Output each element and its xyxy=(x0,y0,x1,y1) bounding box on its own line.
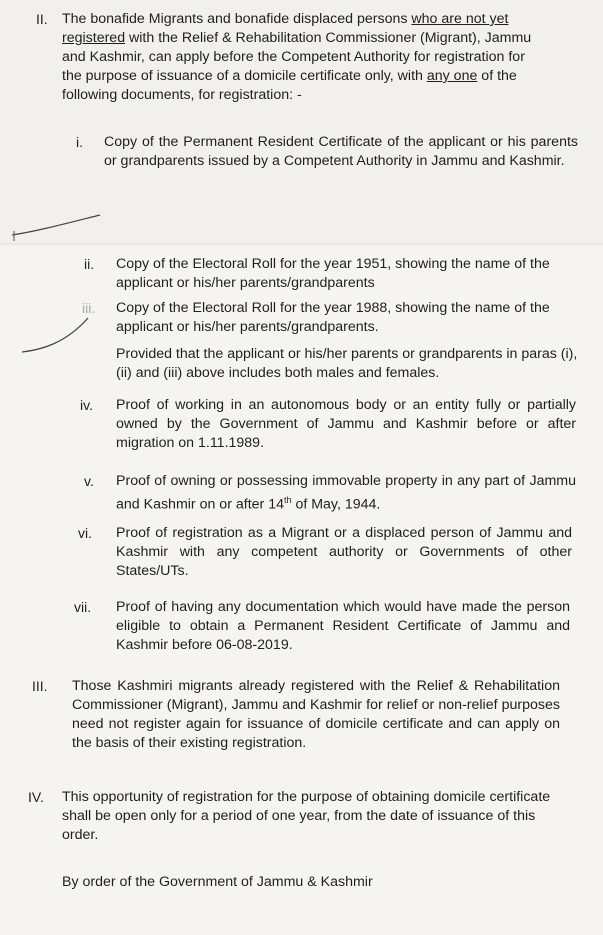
para-2-line-1 xyxy=(62,10,582,29)
para-2-line-2-text: with the Relief & Rehabilitation Commissioner (Migrant), Jammu xyxy=(125,30,532,46)
para-2-line-5: following documents, for registration: - xyxy=(62,87,302,103)
para-3-number: III. xyxy=(32,678,48,694)
item-iv-number: iv. xyxy=(80,397,93,413)
para-4-number: IV. xyxy=(28,789,44,805)
item-vi-number: vi. xyxy=(78,525,92,541)
item-vi-text: Proof of registration as a Migrant or a displaced person of Jammu and Kashmir with any competent authority or Governments of other States/UTs. xyxy=(116,525,572,579)
item-vii-number: vii. xyxy=(74,599,92,615)
para-2-line-2-underlined: registered xyxy=(62,30,126,46)
item-ii-text: Copy of the Electoral Roll for the year 1951, showing the name of the applicant or his/her parents/grandparents xyxy=(116,256,550,291)
para-3-text: Those Kashmiri migrants already registered with the Relief & Rehabilitation Commissioner (Migrant), Jammu and Kashmir for relief or non-relief purposes need not register again for issuance of domicile certificate and can apply on the basis of their existing registration. xyxy=(72,678,560,751)
pen-mark-top xyxy=(8,205,108,245)
item-v-text-a: Proof of owning or possessing immovable property in any part of Jammu and Kashmir on or after 14 xyxy=(116,473,576,513)
proviso-text: Provided that the applicant or his/her parents or grandparents in paras (i), (ii) and (iii) above includes both males and females. xyxy=(116,346,578,381)
item-vii-text: Proof of having any documentation which would have made the person eligible to obtain a Permanent Resident Certificate of Jammu and Kashmir before 06-08-2019. xyxy=(116,599,570,653)
para-2-line-1-text: The bonafide Migrants and bonafide displaced persons xyxy=(62,11,412,27)
closing-line: By order of the Government of Jammu & Kashmir xyxy=(62,874,373,890)
item-iii-text: Copy of the Electoral Roll for the year 1988, showing the name of the applicant or his/her parents/grandparents. xyxy=(116,300,550,335)
para-2-number: II. xyxy=(36,11,48,27)
para-2-line-2 xyxy=(62,29,582,48)
item-v-text xyxy=(116,472,576,515)
item-iii-number: iii. xyxy=(82,300,96,316)
item-iv-text: Proof of working in an autonomous body or an entity fully or partially owned by the Government of Jammu and Kashmir before or after migration on 1.11.1989. xyxy=(116,397,576,451)
para-2-line-1-underlined: who are not yet xyxy=(411,11,509,27)
para-2-line-4-text: the purpose of issuance of a domicile certificate only, with xyxy=(62,68,427,84)
para-4-text: This opportunity of registration for the purpose of obtaining domicile certificate shall be open only for a period of one year, from the date of issuance of this order. xyxy=(62,789,551,843)
para-2-line-4 xyxy=(62,67,582,86)
item-i-number: i. xyxy=(76,134,83,150)
para-2-line-4-underlined: any one xyxy=(426,68,478,84)
para-2-line-4-tail: of the xyxy=(477,68,517,84)
para-2-line-3: and Kashmir, can apply before the Competent Authority for registration for xyxy=(62,49,525,65)
item-v-superscript: th xyxy=(283,495,292,505)
item-i-text: Copy of the Permanent Resident Certificate of the applicant or his parents or grandparents issued by a Competent Authority in Jammu and Kashmir. xyxy=(104,134,578,169)
item-v-text-b: of May, 1944. xyxy=(291,496,381,513)
item-v-number: v. xyxy=(84,473,94,489)
item-ii-number: ii. xyxy=(84,256,95,272)
